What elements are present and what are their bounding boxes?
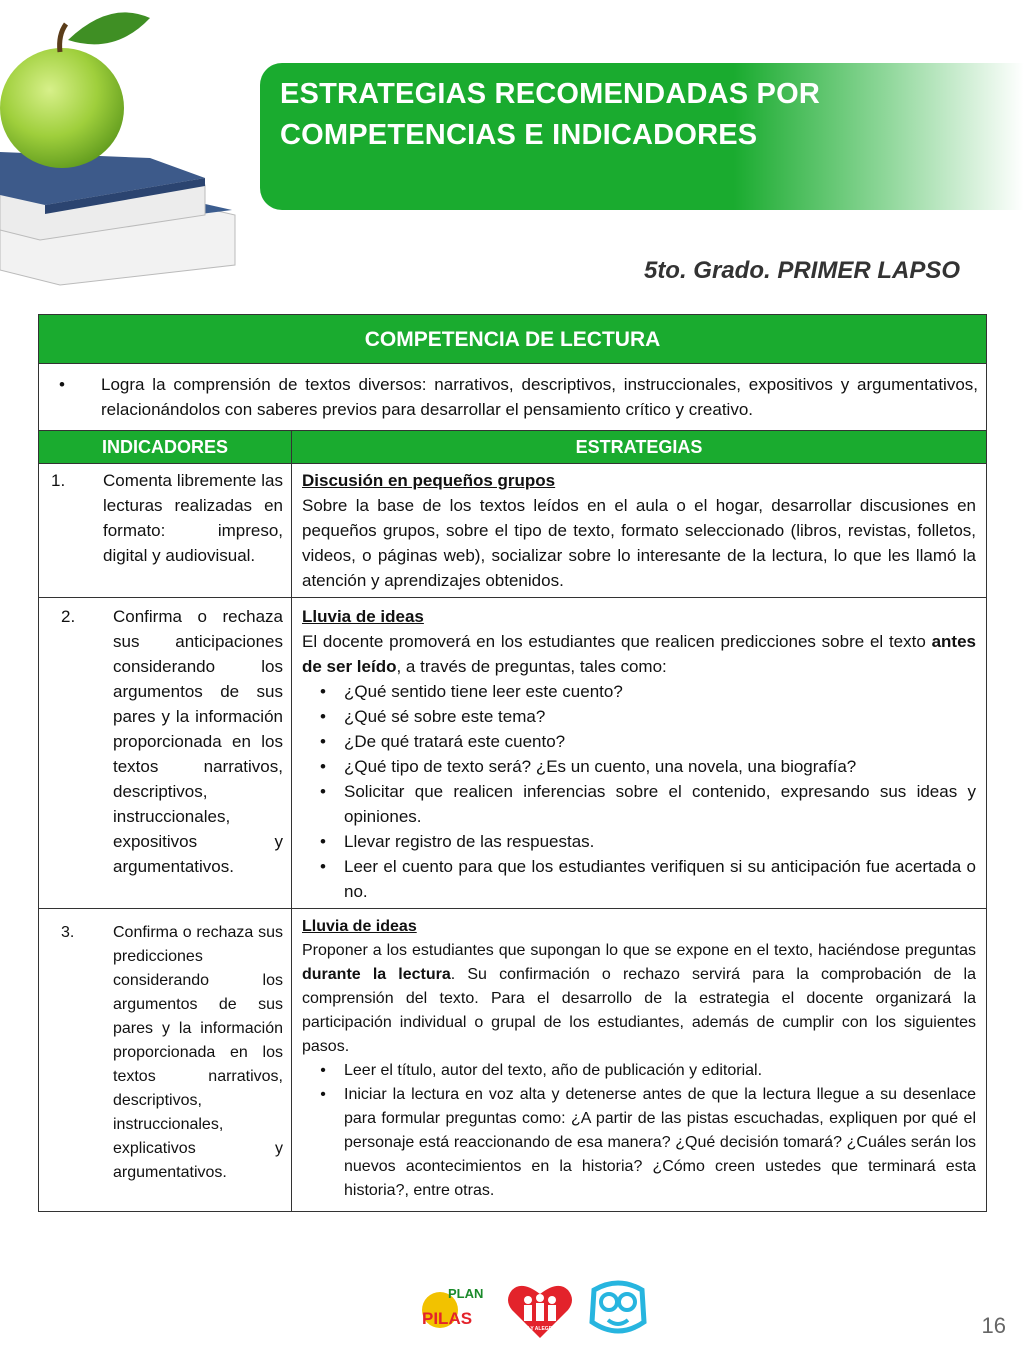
list-item-text: Leer el título, autor del texto, año de publicación y editorial. xyxy=(344,1062,763,1079)
list-item xyxy=(302,1059,976,1083)
list-item-text: ¿De qué tratará este cuento? xyxy=(344,732,566,751)
strategy-text xyxy=(302,629,976,679)
list-item xyxy=(302,829,976,854)
bullet-icon: • xyxy=(320,782,326,801)
strategy-text-post: , a través de preguntas, tales como: xyxy=(396,657,667,676)
strategy-title: Lluvia de ideas xyxy=(302,918,417,935)
strategy-text-pre: Proponer a los estudiantes que supongan lo que se expone en el texto, haciéndose preguntas xyxy=(302,942,976,959)
table-row xyxy=(39,598,987,909)
grade-subtitle: 5to. Grado. PRIMER LAPSO xyxy=(643,257,960,284)
list-item-text: ¿Qué sentido tiene leer este cuento? xyxy=(344,682,623,701)
competence-description xyxy=(39,364,987,431)
competence-text: Logra la comprensión de textos diversos: narrativos, descriptivos, instruccionales, expositivos y argumentativos, relacionándolos con saberes previos para desarrollar el pensamiento crítico y creativo. xyxy=(101,375,978,419)
bullet-icon: • xyxy=(320,1086,326,1103)
strategy-text: Sobre la base de los textos leídos en el aula o el hogar, desarrollar discusiones en pequeños grupos, sobre el tipo de texto, formato seleccionado (libros, revistas, folletos, videos, o páginas web), socializar sobre lo interesante de la lectura, lo que les llamó la atención y aprendizajes obtenidos. xyxy=(302,496,976,590)
list-item xyxy=(302,1083,976,1203)
strategy-bullet-list xyxy=(302,1059,976,1203)
bullet-icon: • xyxy=(320,1062,326,1079)
strategy-text-post: . Su confirmación o rechazo servirá para la comprobación de la comprensión del texto. Para el desarrollo de la estrategia el docente organizará la participación individual o grupal de los estudiantes, además de cumplir con los siguientes pasos. xyxy=(302,966,976,1055)
list-item xyxy=(302,754,976,779)
bullet-icon: • xyxy=(320,707,326,726)
bullet-icon: • xyxy=(320,757,326,776)
title-line-1: ESTRATEGIAS RECOMENDADAS POR xyxy=(280,78,820,110)
list-item-text: ¿Qué sé sobre este tema? xyxy=(344,707,546,726)
list-item-text: Solicitar que realicen inferencias sobre el contenido, expresando sus ideas y opiniones. xyxy=(344,782,976,826)
strategy-cell xyxy=(292,464,987,598)
indicator-cell xyxy=(39,909,292,1212)
indicator-number: 1. xyxy=(51,471,66,490)
list-item xyxy=(302,854,976,904)
fe-y-alegria-logo xyxy=(508,1286,572,1338)
list-item-text: Leer el cuento para que los estudiantes verifiquen si su anticipación fue acertada o no. xyxy=(344,857,976,901)
plan-pilas-top-text: PLAN xyxy=(448,1286,484,1301)
list-item-text: ¿Qué tipo de texto será? ¿Es un cuento, una novela, una biografía? xyxy=(344,757,857,776)
page-number: 16 xyxy=(981,1313,1006,1338)
strategy-text xyxy=(302,939,976,1059)
strategies-header: ESTRATEGIAS xyxy=(292,431,987,464)
bullet-icon: • xyxy=(320,832,326,851)
list-item-text: Iniciar la lectura en voz alta y detenerse antes de que la lectura llegue a su desenlace para formular preguntas como: ¿A partir de las pistas escuchadas, expliquen por qué el personaje está reaccionando de esa manera? ¿Qué decisión tomará? ¿Cuáles serán los nuevos acontecimientos en la historia? ¿Cómo creen ustedes que terminará esta historia?, entre otras. xyxy=(344,1086,976,1199)
indicator-text: Confirma o rechaza sus anticipaciones considerando los argumentos de sus pares y la información proporcionada en los textos narrativos, descriptivos, instruccionales, expositivos y argumentativos. xyxy=(113,607,283,876)
title-line-2: COMPETENCIAS E INDICADORES xyxy=(280,119,758,151)
strategy-text-bold: antes de ser leído xyxy=(302,632,976,676)
indicators-header: INDICADORES xyxy=(39,431,292,464)
strategy-title: Lluvia de ideas xyxy=(302,607,424,626)
indicator-number: 3. xyxy=(61,924,75,941)
list-item xyxy=(302,704,976,729)
list-item xyxy=(302,779,976,829)
indicator-text: Confirma o rechaza sus predicciones considerando los argumentos de sus pares y la información proporcionada en los textos narrativos, descriptivos, instruccionales, explicativos y argumentativos. xyxy=(113,924,283,1181)
strategies-table xyxy=(38,314,987,1212)
indicator-cell xyxy=(39,464,292,598)
apple-books-icon xyxy=(0,0,250,290)
owl-logo xyxy=(592,1283,644,1331)
list-item-text: Llevar registro de las respuestas. xyxy=(344,832,595,851)
bullet-icon: • xyxy=(320,857,326,876)
plan-pilas-bottom-text: PILAS xyxy=(422,1309,473,1328)
bullet-icon: • xyxy=(59,375,65,394)
list-item xyxy=(302,679,976,704)
bullet-icon: • xyxy=(320,682,326,701)
footer-logos xyxy=(418,1276,658,1340)
indicator-text: Comenta libremente las lecturas realizadas en formato: impreso, digital y audiovisual. xyxy=(103,471,283,565)
competence-heading: COMPETENCIA DE LECTURA xyxy=(39,315,987,364)
table-row xyxy=(39,909,987,1212)
strategy-bullet-list xyxy=(302,679,976,904)
table-row xyxy=(39,464,987,598)
page-title xyxy=(280,74,900,156)
plan-pilas-logo xyxy=(422,1286,483,1328)
indicator-cell xyxy=(39,598,292,909)
indicator-number: 2. xyxy=(61,607,76,626)
list-item xyxy=(302,729,976,754)
strategy-text-pre: El docente promoverá en los estudiantes que realicen predicciones sobre el texto xyxy=(302,632,932,651)
strategy-cell xyxy=(292,909,987,1212)
strategy-title: Discusión en pequeños grupos xyxy=(302,471,556,490)
strategy-text-bold: durante la lectura xyxy=(302,966,451,983)
bullet-icon: • xyxy=(320,732,326,751)
strategy-cell xyxy=(292,598,987,909)
fe-y-alegria-text: FE Y ALEGRIA xyxy=(522,1326,558,1332)
